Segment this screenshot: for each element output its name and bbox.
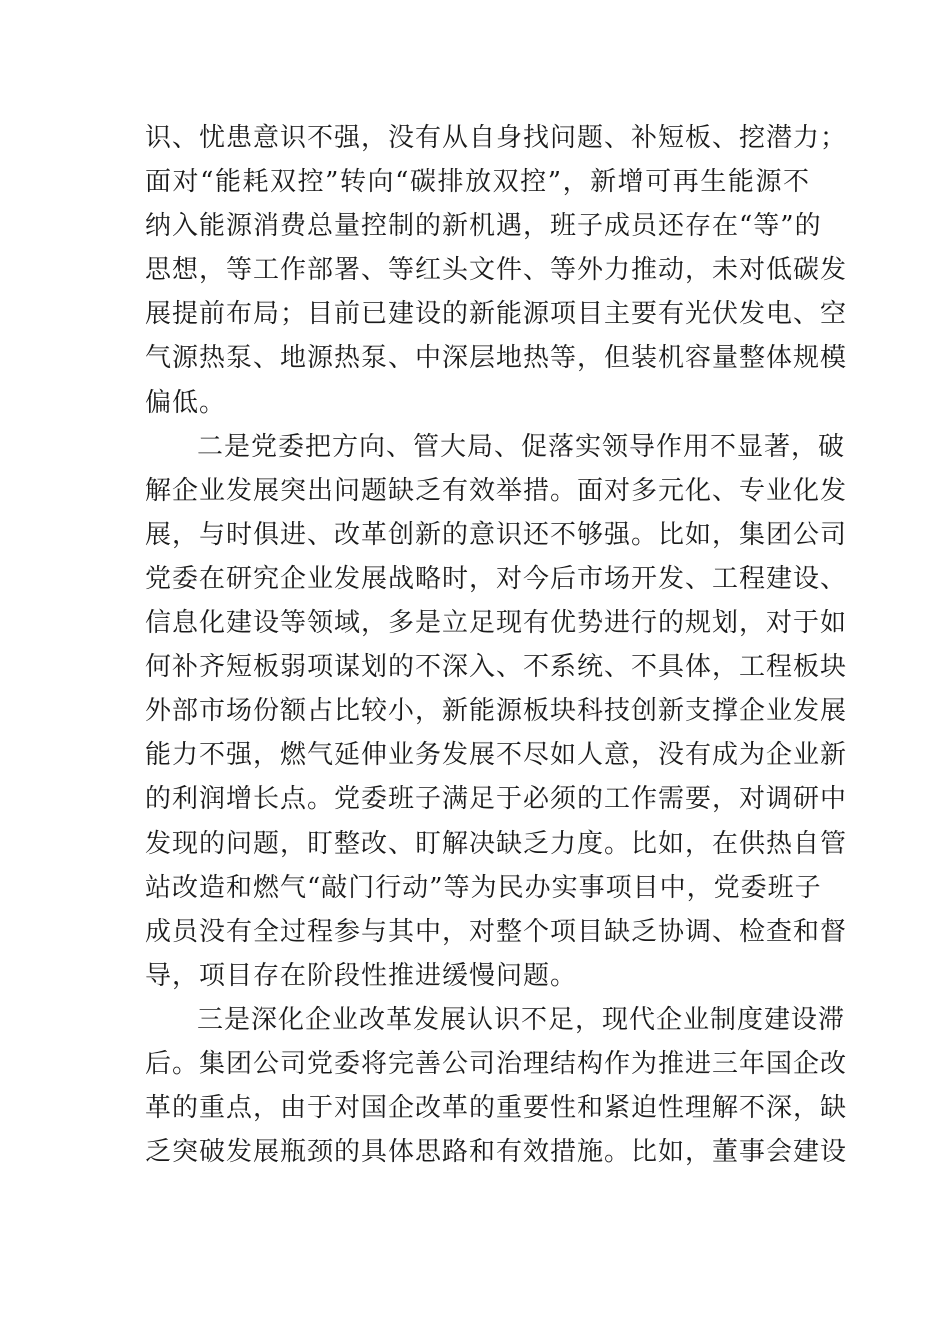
text-line: 外部市场份额占比较小，新能源板块科技创新支撑企业发展	[145, 696, 848, 727]
text-line: 导，项目存在阶段性推进缓慢问题。	[145, 960, 578, 991]
text-line: 展提前布局；目前已建设的新能源项目主要有光伏发电、空	[145, 299, 848, 330]
text-line: 乏突破发展瓶颈的具体思路和有效措施。比如，董事会建设	[145, 1137, 848, 1168]
text-line: 展，与时俱进、改革创新的意识还不够强。比如，集团公司	[145, 519, 848, 550]
text-line: 发现的问题，盯整改、盯解决缺乏力度。比如，在供热自管	[145, 828, 848, 859]
text-line: 党委在研究企业发展战略时，对今后市场开发、工程建设、	[145, 563, 848, 594]
text-line: 解企业发展突出问题缺乏有效举措。面对多元化、专业化发	[145, 475, 848, 506]
text-line: 纳入能源消费总量控制的新机遇，班子成员还存在“等”的	[145, 211, 822, 242]
text-line: 后。集团公司党委将完善公司治理结构作为推进三年国企改	[145, 1048, 848, 1079]
text-line: 的利润增长点。党委班子满足于必须的工作需要，对调研中	[145, 784, 848, 815]
text-line: 面对“能耗双控”转向“碳排放双控”，新增可再生能源不	[145, 167, 810, 198]
text-line: 能力不强，燃气延伸业务发展不尽如人意，没有成为企业新	[145, 740, 848, 771]
document-body	[145, 116, 848, 1174]
text-line: 信息化建设等领域，多是立足现有优势进行的规划，对于如	[145, 608, 848, 639]
text-line: 何补齐短板弱项谋划的不深入、不系统、不具体，工程板块	[145, 652, 848, 683]
text-line: 革的重点，由于对国企改革的重要性和紧迫性理解不深，缺	[145, 1093, 848, 1124]
paragraph-start-line: 二是党委把方向、管大局、促落实领导作用不显著，破	[197, 431, 846, 462]
text-line: 识、忧患意识不强，没有从自身找问题、补短板、挖潜力；	[145, 123, 848, 153]
text-line: 思想，等工作部署、等红头文件、等外力推动，未对低碳发	[145, 255, 848, 286]
text-line: 成员没有全过程参与其中，对整个项目缺乏协调、检查和督	[145, 916, 848, 947]
text-line: 偏低。	[145, 387, 227, 418]
paragraph-start-line: 三是深化企业改革发展认识不足，现代企业制度建设滞	[197, 1004, 846, 1035]
text-line: 气源热泵、地源热泵、中深层地热等，但装机容量整体规模	[145, 343, 848, 374]
text-line: 站改造和燃气“敲门行动”等为民办实事项目中，党委班子	[145, 872, 822, 903]
